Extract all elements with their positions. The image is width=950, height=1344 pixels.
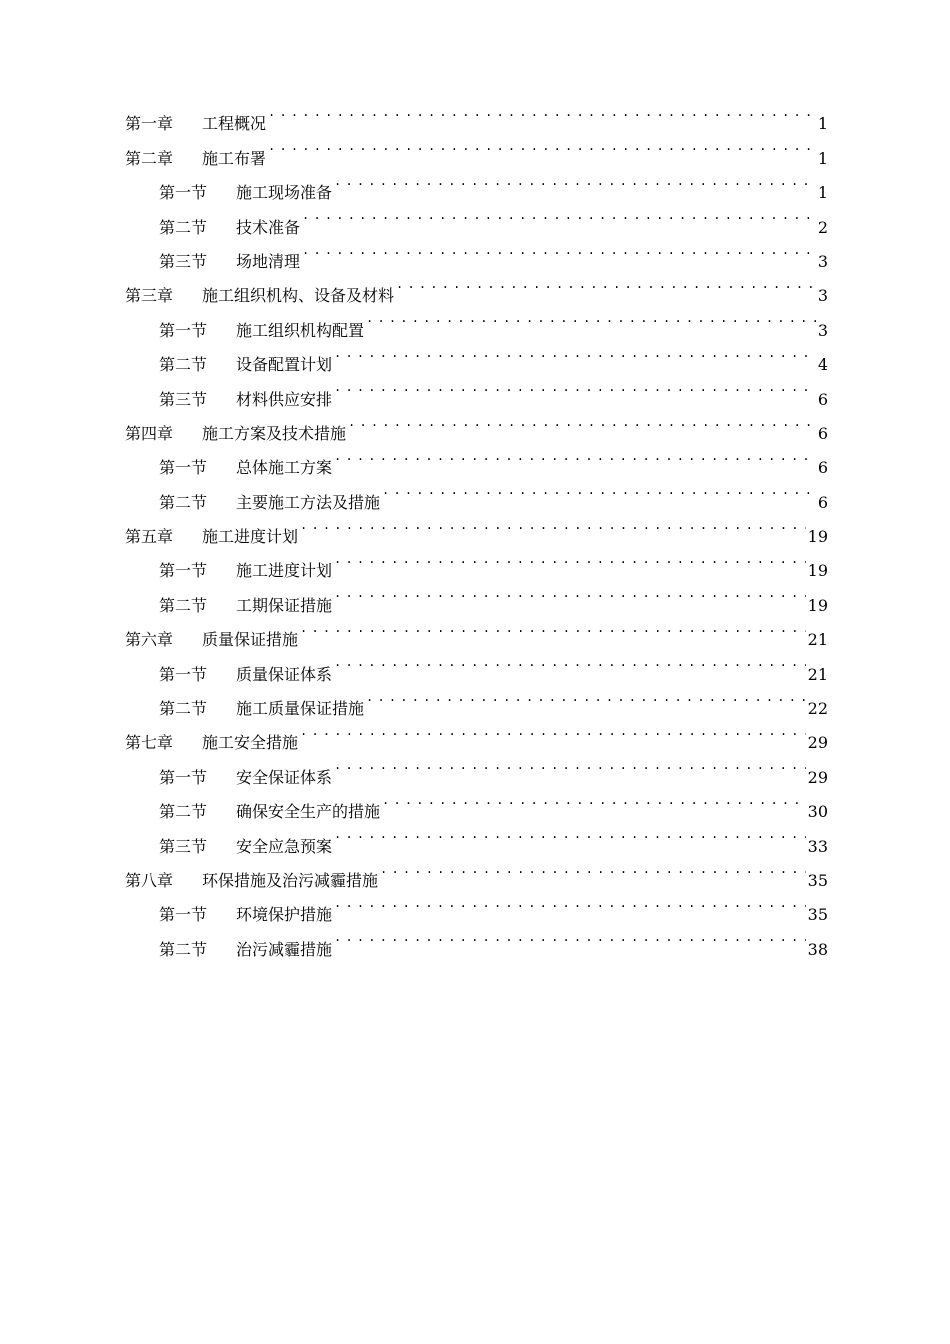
toc-entry-title: 质量保证措施 [202,630,299,650]
toc-entry-label [159,245,300,279]
toc-entry-number: 第一节 [159,183,208,203]
toc-page-number: 30 [807,802,828,822]
toc-page-number: 35 [807,905,828,925]
toc-page-number: 6 [817,458,828,478]
toc-entry-title: 安全保证体系 [236,767,333,787]
toc-page-number: 2 [817,217,828,237]
toc-entry-label [159,348,332,382]
toc-dot-leader [334,336,816,370]
toc-entry-label [159,761,332,795]
toc-entry-number: 第二节 [159,492,208,512]
toc-entry-title: 施工组织机构配置 [236,320,365,340]
toc-dot-leader [348,405,816,439]
toc-entry-title: 施工方案及技术措施 [202,423,347,443]
toc-dot-leader [268,129,816,163]
toc-entry-number: 第一节 [159,664,208,684]
toc-entry-number: 第一节 [159,905,208,925]
toc-dot-leader [334,576,806,610]
toc-entry-number: 第三节 [159,251,208,271]
toc-dot-leader [300,508,806,542]
toc-page-number: 21 [807,664,828,684]
toc-dot-leader [300,714,806,748]
toc-entry-number: 第二节 [159,699,208,719]
toc-dot-leader [382,473,816,507]
toc-entry-title: 工期保证措施 [236,595,333,615]
toc-entry-number: 第三节 [159,836,208,856]
toc-entry-title: 施工布署 [202,148,267,168]
toc-entry-number: 第五章 [125,527,174,547]
toc-dot-leader [302,233,816,267]
toc-page-number: 22 [807,699,828,719]
toc-entry-title: 施工安全措施 [202,733,299,753]
toc-dot-leader [302,198,816,232]
toc-entry-label [159,211,300,245]
toc-dot-leader [268,95,816,129]
toc-page-number: 19 [807,561,828,581]
toc-entry-label [125,726,298,760]
toc-chapter-entry[interactable] [125,95,828,134]
toc-entry-number: 第二节 [159,595,208,615]
table-of-contents [125,95,828,959]
toc-dot-leader [396,267,816,301]
toc-entry-label [125,520,298,554]
toc-entry-title: 确保安全生产的措施 [236,802,381,822]
toc-entry-label [125,623,298,657]
toc-entry-number: 第八章 [125,870,174,890]
toc-entry-label [159,451,332,485]
toc-page-number: 1 [817,114,828,134]
toc-entry-number: 第一节 [159,458,208,478]
toc-entry-number: 第三章 [125,286,174,306]
toc-entry-label [125,142,266,176]
toc-entry-label [159,933,332,967]
toc-dot-leader [300,611,806,645]
toc-page-number: 38 [807,939,828,959]
toc-page-number: 6 [817,389,828,409]
toc-entry-label [125,417,346,451]
toc-entry-number: 第一节 [159,320,208,340]
toc-page-number: 21 [807,630,828,650]
toc-entry-title: 技术准备 [236,217,301,237]
toc-dot-leader [334,370,816,404]
toc-entry-title: 工程概况 [202,114,267,134]
toc-page-number: 3 [817,320,828,340]
toc-dot-leader [334,439,816,473]
toc-dot-leader [334,645,806,679]
toc-dot-leader [334,164,816,198]
toc-entry-label [159,554,332,588]
toc-entry-number: 第二章 [125,148,174,168]
toc-page-number: 4 [817,355,828,375]
toc-entry-number: 第六章 [125,630,174,650]
toc-entry-label [159,383,332,417]
toc-entry-title: 总体施工方案 [236,458,333,478]
toc-entry-title: 环境保护措施 [236,905,333,925]
toc-entry-label [125,279,394,313]
toc-page-number: 33 [807,836,828,856]
toc-entry-title: 环保措施及治污减霾措施 [202,870,379,890]
toc-dot-leader [334,542,806,576]
toc-entry-title: 主要施工方法及措施 [236,492,381,512]
toc-entry-number: 第三节 [159,389,208,409]
toc-page-number: 3 [817,251,828,271]
toc-entry-number: 第二节 [159,217,208,237]
toc-entry-title: 治污减霾措施 [236,939,333,959]
toc-entry-number: 第七章 [125,733,174,753]
toc-page-number: 1 [817,148,828,168]
toc-dot-leader [334,920,806,954]
toc-dot-leader [334,817,806,851]
toc-entry-label [125,107,266,141]
toc-entry-number: 第二节 [159,355,208,375]
toc-dot-leader [334,748,806,782]
toc-entry-title: 施工质量保证措施 [236,699,365,719]
toc-entry-number: 第二节 [159,802,208,822]
toc-entry-title: 设备配置计划 [236,355,333,375]
toc-entry-title: 施工现场准备 [236,183,333,203]
toc-entry-title: 场地清理 [236,251,301,271]
toc-page-number: 19 [807,527,828,547]
toc-page-number: 29 [807,733,828,753]
toc-entry-number: 第一节 [159,561,208,581]
toc-page-number: 29 [807,767,828,787]
toc-entry-label [159,898,332,932]
toc-entry-number: 第二节 [159,939,208,959]
toc-entry-title: 安全应急预案 [236,836,333,856]
toc-entry-label [159,658,332,692]
toc-dot-leader [382,783,806,817]
toc-page-number: 6 [817,492,828,512]
toc-page-number: 1 [817,183,828,203]
toc-entry-title: 施工进度计划 [202,527,299,547]
toc-dot-leader [380,852,806,886]
toc-entry-title: 施工进度计划 [236,561,333,581]
toc-entry-title: 材料供应安排 [236,389,333,409]
toc-entry-number: 第一节 [159,767,208,787]
toc-page-number: 3 [817,286,828,306]
toc-page-number: 35 [807,870,828,890]
toc-page-number: 6 [817,423,828,443]
toc-entry-title: 质量保证体系 [236,664,333,684]
toc-dot-leader [334,886,806,920]
toc-page-number: 19 [807,595,828,615]
toc-dot-leader [366,301,816,335]
toc-dot-leader [366,680,806,714]
toc-entry-number: 第一章 [125,114,174,134]
toc-entry-title: 施工组织机构、设备及材料 [202,286,395,306]
toc-entry-label [159,830,332,864]
toc-entry-number: 第四章 [125,423,174,443]
